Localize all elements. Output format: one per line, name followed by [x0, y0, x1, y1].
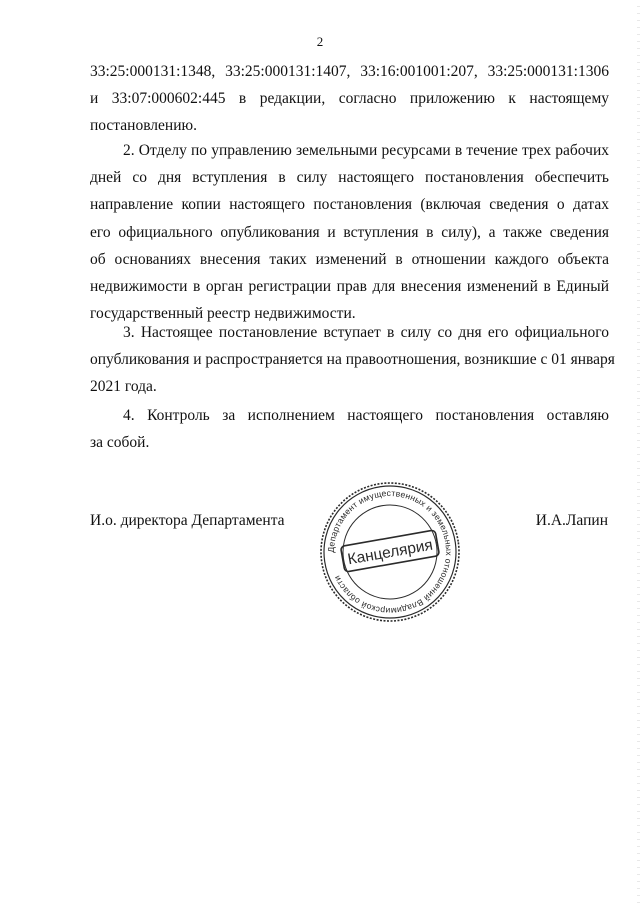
- text-line: постановлению.: [90, 117, 197, 135]
- text-line: государственный реестр недвижимости.: [90, 305, 356, 323]
- paragraph-item-2: [90, 137, 609, 327]
- text-line: 2. Отделу по управлению земельными ресурсами в течение трех рабочих: [123, 142, 609, 159]
- paragraph-item-3: [90, 319, 615, 401]
- signatory-name: И.А.Лапин: [535, 512, 608, 529]
- text-line: 4. Контроль за исполнением настоящего постановления оставляю: [123, 407, 609, 424]
- text-line: и 33:07:000602:445 в редакции, согласно приложению к настоящему: [90, 90, 609, 108]
- text-line: об основаниях внесения таких изменений в отношении каждого объекта: [90, 250, 609, 268]
- text-line: направление копии настоящего постановления (включая сведения о датах: [90, 196, 609, 214]
- paragraph-cadastral-numbers: [90, 58, 609, 140]
- paragraph-item-4: [90, 402, 609, 456]
- text-line: за собой.: [90, 434, 150, 452]
- page-number: 2: [316, 34, 324, 49]
- text-line: опубликования и распространяется на правоотношения, возникшие с 01 января: [90, 351, 615, 369]
- text-line: дней со дня вступления в силу настоящего постановления обеспечить: [90, 169, 609, 187]
- text-line: 3. Настоящее постановление вступает в силу со дня его официального: [123, 324, 609, 341]
- signatory-position: И.о. директора Департамента: [90, 512, 285, 529]
- text-line: его официального опубликования и вступления в силу), а также сведения: [90, 223, 609, 241]
- text-line: 2021 года.: [90, 378, 157, 396]
- text-line: недвижимости в орган регистрации прав для внесения изменений в Единый: [90, 278, 609, 296]
- stamp-center-text: Канцелярия: [346, 536, 435, 569]
- stamp-ring-text: Департамент имущественных и земельных отношений Владимирской области: [325, 487, 455, 617]
- text-line: 33:25:000131:1348, 33:25:000131:1407, 33:16:001001:207, 33:25:000131:1306: [90, 63, 609, 80]
- office-stamp: [316, 478, 464, 626]
